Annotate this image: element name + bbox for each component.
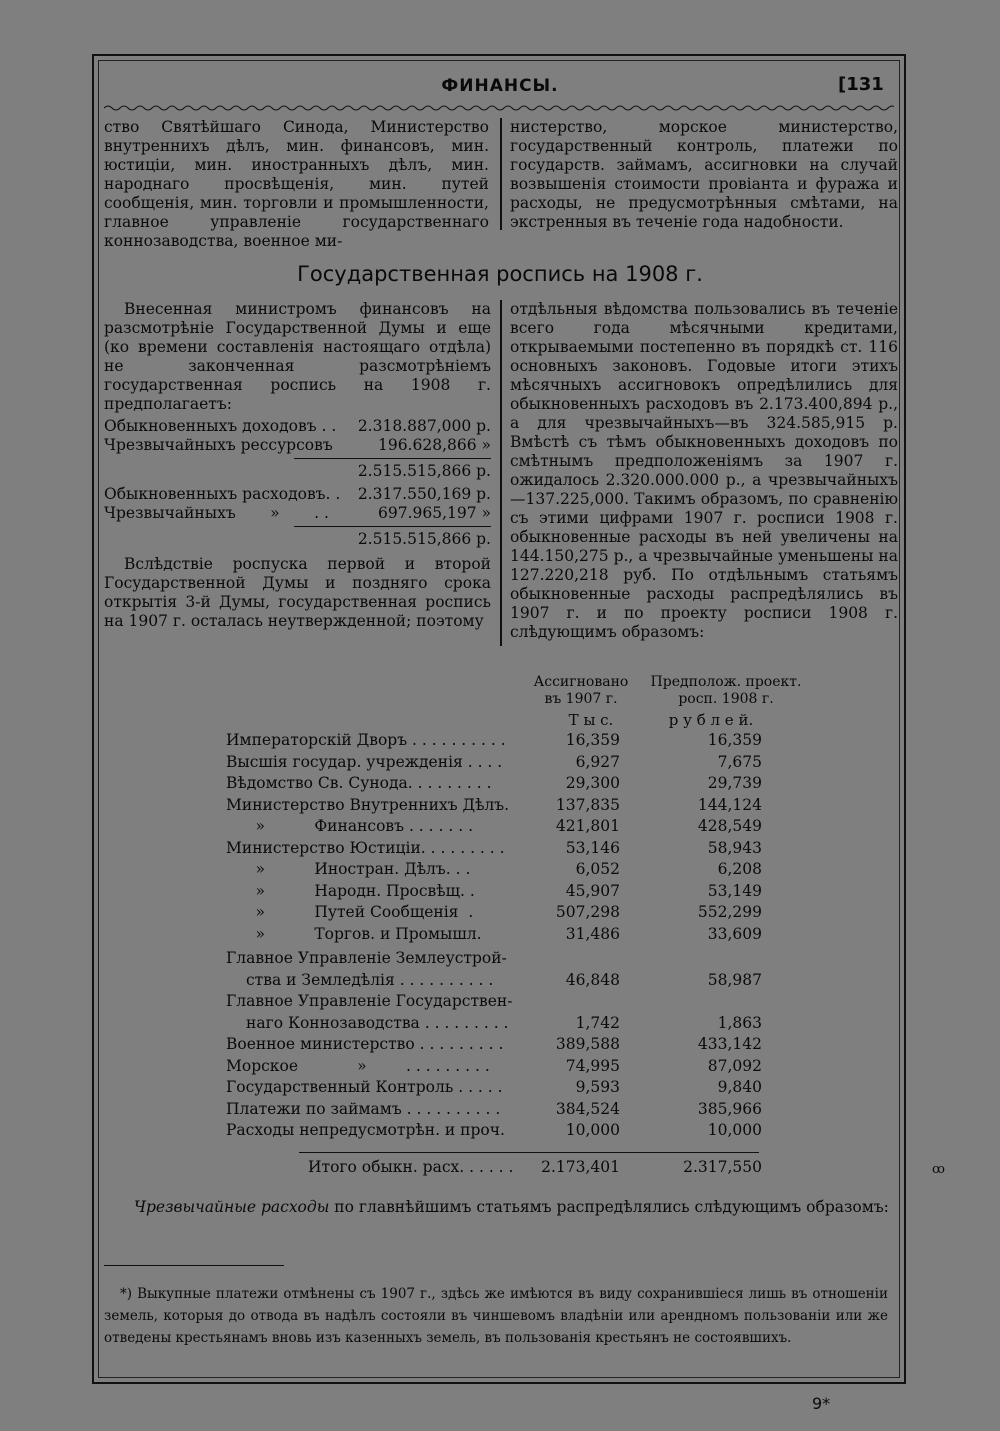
figure-row: Чрезвычайныхъ » . . 697.965,197 » bbox=[104, 504, 491, 522]
row-label: Морское » . . . . . . . . . bbox=[226, 1056, 490, 1075]
wavy-rule bbox=[104, 104, 894, 112]
after-paragraph: Вслѣдствіе роспуска первой и второй Государственной Думы и поздняго срока открытія 3-й Думы, государственная роспись на 1907 г. осталась неутвержденной; поэтому bbox=[104, 555, 491, 630]
row-value-1908: 29,739 bbox=[707, 774, 762, 792]
top-left-text: ство Святѣйшаго Синода, Министерство внутреннихъ дѣлъ, мин. финансовъ, мин. юстиціи, мин. иностранныхъ дѣлъ, мин. народнаго просвѣщенія, мин. путей сообщенія, мин. торговли и промышленности, главное управленіе государственнаго коннозаводства, военное ми- bbox=[104, 118, 489, 250]
row-value-1907: 9,593 bbox=[575, 1078, 620, 1096]
col2-header: Предполож. проект. росп. 1908 г. bbox=[650, 674, 802, 707]
row-value-1907: 74,995 bbox=[565, 1056, 620, 1075]
row-value-1908: 6,208 bbox=[717, 860, 762, 878]
running-header: ФИНАНСЫ. bbox=[441, 76, 559, 96]
page-number: [131 bbox=[838, 74, 884, 95]
row-value-1907: 384,524 bbox=[555, 1099, 620, 1118]
extraordinary-paragraph: Чрезвычайные расходы по главнѣйшимъ статьямъ распредѣлялись слѣдующимъ образомъ: bbox=[134, 1198, 889, 1216]
margin-mark: ꝏ bbox=[932, 1162, 945, 1177]
row-value-1907: 6,927 bbox=[575, 752, 620, 771]
figure-row: Обыкновенныхъ расходовъ. . 2.317.550,169 р. bbox=[104, 485, 491, 503]
row-value-1907: 53,146 bbox=[565, 838, 620, 857]
row-label: » Народн. Просвѣщ. . bbox=[226, 881, 475, 900]
page-frame bbox=[92, 54, 906, 1384]
row-value-1908: 7,675 bbox=[717, 752, 762, 771]
signature-mark: 9* bbox=[812, 1394, 831, 1413]
row-value-1908: 385,966 bbox=[697, 1099, 762, 1118]
figure-total: 2.515.515,866 р. bbox=[357, 462, 491, 480]
row-label: Военное министерство . . . . . . . . . bbox=[226, 1035, 504, 1053]
row-value-1908: 433,142 bbox=[697, 1035, 762, 1053]
row-value-1908: 87,092 bbox=[707, 1056, 762, 1075]
row-value-1907: 10,000 bbox=[565, 1121, 620, 1139]
row-value-1907: 421,801 bbox=[555, 817, 620, 835]
right-column bbox=[510, 300, 898, 642]
figure-total: 2.515.515,866 р. bbox=[357, 530, 491, 548]
row-value-1908: 552,299 bbox=[697, 903, 762, 921]
row-label: » Иностран. Дѣлъ. . . bbox=[226, 860, 471, 878]
row-label: » Путей Сообщенія . bbox=[226, 903, 474, 921]
row-label: » Финансовъ . . . . . . . bbox=[226, 817, 473, 835]
section-title: Государственная роспись на 1908 г. bbox=[297, 262, 703, 286]
row-label: Вѣдомство Св. Сунода. . . . . . . . . bbox=[226, 774, 492, 792]
row-label: Императорскій Дворъ . . . . . . . . . . bbox=[226, 731, 506, 749]
row-value-1908: 9,840 bbox=[717, 1078, 762, 1096]
intro-paragraph: Внесенная министромъ финансовъ на разсмотрѣніе Государственной Думы и еще (ко времени составленія настоящаго отдѣла) не законченная разсмотрѣніемъ государственная роспись на 1908 г. предполагаетъ: bbox=[104, 300, 491, 413]
row-value-1907: 507,298 bbox=[555, 903, 620, 921]
italic-term: Чрезвычайные расходы bbox=[134, 1198, 330, 1216]
column-divider-main bbox=[500, 300, 502, 646]
row-value-1907: 29,300 bbox=[565, 774, 620, 792]
row-value-1907: 16,359 bbox=[565, 731, 620, 749]
row-value-1907: 389,588 bbox=[555, 1035, 620, 1053]
row-value-1908: 33,609 bbox=[707, 924, 762, 943]
left-column bbox=[104, 300, 491, 631]
row-label: Государственный Контроль . . . . . bbox=[226, 1078, 503, 1096]
footnote: *) Выкупные платежи отмѣнены съ 1907 г., здѣсь же имѣются въ виду сохранившіеся лишь въ отношеніи земель, которыя до отвода въ надѣлъ состояли въ чиншевомъ владѣніи или арендномъ пользованіи или же отведены крестьянамъ вновь изъ казенныхъ земель, въ пользованія крестьянъ не состоявшихъ. bbox=[104, 1286, 888, 1346]
row-label: Расходы непредусмотрѣн. и проч. bbox=[226, 1121, 505, 1139]
sum-rule bbox=[294, 526, 491, 527]
unit-label-2: р у б л е й. bbox=[668, 711, 754, 729]
row-label: Платежи по займамъ . . . . . . . . . . bbox=[226, 1099, 501, 1118]
row-value-1908: 144,124 bbox=[697, 795, 762, 814]
figure-row: Обыкновенныхъ доходовъ . . 2.318.887,000 р. bbox=[104, 417, 491, 435]
row-label: Министерство Юстиціи. . . . . . . . . bbox=[226, 838, 505, 857]
unit-label-1: Т ы с. bbox=[568, 711, 614, 729]
row-value-1908: 10,000 bbox=[707, 1121, 762, 1139]
row-label: » Торгов. и Промышл. bbox=[226, 924, 482, 943]
row-value-1907: 45,907 bbox=[565, 881, 620, 900]
row-value-1908: 428,549 bbox=[697, 817, 762, 835]
row-label: Министерство Внутреннихъ Дѣлъ. bbox=[226, 795, 510, 814]
top-right-column bbox=[510, 118, 898, 232]
row-value-1908: 53,149 bbox=[707, 881, 762, 900]
figure-row: Чрезвычайныхъ рессурсовъ 196.628,866 » bbox=[104, 436, 491, 454]
row-value-1907: 31,486 bbox=[565, 924, 620, 943]
top-right-text: нистерство, морское министерство, государственный контроль, платежи по государств. займамъ, ассигновки на случай возвышенія стоимости провіанта и фуража и расходы, не предусмотрѣнныя смѣтами, на экстренныя въ теченіе года надобности. bbox=[510, 118, 898, 231]
row-value-1907: 137,835 bbox=[555, 795, 620, 814]
row-value-1908: 58,943 bbox=[707, 838, 762, 857]
table-total-rule bbox=[299, 1152, 759, 1153]
footnote-rule bbox=[104, 1265, 284, 1266]
row-value-1907: 6,052 bbox=[575, 860, 620, 878]
row-label: Высшія государ. учрежденія . . . . bbox=[226, 752, 503, 771]
right-paragraph: отдѣльныя вѣдомства пользовались въ теченіе всего года мѣсячными кредитами, открываемыми постепенно въ порядкѣ ст. 116 основныхъ законовъ. Годовые итоги этихъ мѣсячныхъ ассигновокъ опредѣлились для обыкновенныхъ расходовъ въ 2.173.400,894 р., а для чрезвычайныхъ—въ 324.585,915 р. Вмѣстѣ съ тѣмъ обыкновенныхъ доходовъ по смѣтнымъ предположеніямъ за 1907 г. ожидалось 2.320.000.000 р., а чрезвычайныхъ—137.225,000. Такимъ образомъ, по сравненію съ этими цифрами 1907 г. росписи 1908 г. обыкновенные расходы въ ней увеличены на 144.150,275 р., а чрезвычайные уменьшены на 127.220,218 руб. По отдѣльнымъ статьямъ обыкновенные расходы распредѣлялись въ 1907 г. и по проекту росписи 1908 г. слѣдующимъ образомъ: bbox=[510, 300, 898, 641]
row-value-1908: 16,359 bbox=[707, 731, 762, 749]
column-divider-top bbox=[500, 118, 502, 230]
sum-rule bbox=[294, 458, 491, 459]
top-left-column bbox=[104, 118, 489, 251]
col1-header: Ассигновано въ 1907 г. bbox=[533, 674, 629, 707]
